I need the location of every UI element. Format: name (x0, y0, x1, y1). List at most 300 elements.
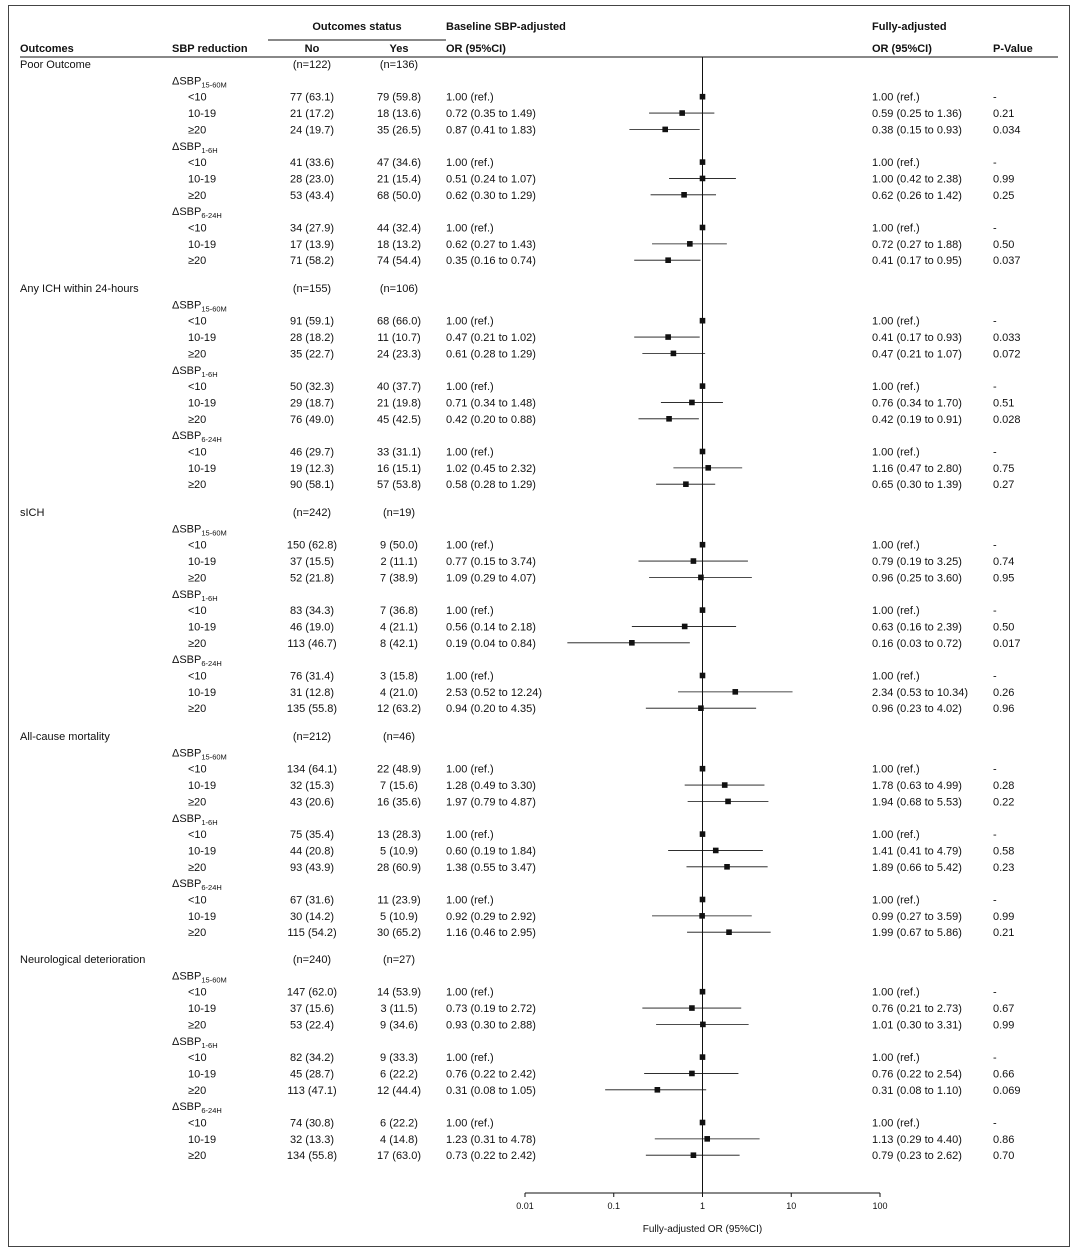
cell-no: 28 (18.2) (289, 332, 335, 345)
cell-baseline-or: 1.00 (ref.) (446, 763, 494, 776)
cell-yes: 8 (42.1) (380, 637, 418, 650)
cell-baseline-or: 0.71 (0.34 to 1.48) (446, 397, 536, 410)
cell-no: 90 (58.1) (289, 479, 335, 492)
row-category: ≥20 (188, 189, 207, 202)
cell-no: 32 (13.3) (289, 1133, 335, 1146)
header-fully-or: OR (95%CI) (872, 43, 932, 55)
cell-yes: 11 (10.7) (377, 332, 421, 345)
cell-yes: 47 (34.6) (376, 157, 422, 170)
cell-no: 52 (21.8) (289, 572, 335, 585)
subgroup-label: $\Delta SBP_{15-60M}$ (172, 523, 227, 538)
row-category: <10 (188, 315, 207, 328)
x-axis-label: Fully-adjusted OR (95%CI) (642, 1224, 763, 1235)
cell-yes: 9 (33.3) (380, 1052, 418, 1065)
cell-p-value: 0.034 (993, 124, 1021, 137)
cell-no: 37 (15.6) (289, 1003, 335, 1016)
cell-baseline-or: 1.00 (ref.) (446, 986, 494, 999)
cell-p-value: - (993, 605, 997, 618)
subgroup-label: $\Delta SBP_{6-24H}$ (172, 878, 222, 893)
cell-baseline-or: 0.58 (0.28 to 1.29) (446, 479, 536, 492)
cell-fully-or: 1.00 (ref.) (872, 986, 920, 999)
cell-no: 74 (30.8) (289, 1117, 335, 1130)
point-estimate (662, 127, 668, 133)
cell-p-value: - (993, 1052, 997, 1065)
cell-fully-or: 0.63 (0.16 to 2.39) (872, 621, 962, 634)
cell-fully-or: 1.41 (0.41 to 4.79) (872, 845, 962, 858)
point-estimate (689, 400, 695, 406)
row-category: ≥20 (188, 796, 207, 809)
cell-yes: 35 (26.5) (376, 124, 422, 137)
cell-yes: 14 (53.9) (376, 986, 422, 999)
cell-baseline-or: 1.97 (0.79 to 4.87) (446, 796, 536, 809)
cell-fully-or: 1.01 (0.30 to 3.31) (872, 1019, 962, 1032)
cell-yes: 9 (50.0) (380, 539, 418, 552)
row-category: <10 (188, 381, 207, 394)
group-n-no: (n=240) (292, 954, 332, 966)
cell-baseline-or: 0.31 (0.08 to 1.05) (446, 1084, 536, 1097)
row-category: ≥20 (188, 637, 207, 650)
cell-baseline-or: 1.00 (ref.) (446, 381, 494, 394)
header-sbp-reduction: SBP reduction (172, 43, 248, 55)
point-estimate (671, 351, 677, 357)
cell-yes: 11 (23.9) (377, 894, 421, 907)
subgroup-label: $\Delta SBP_{6-24H}$ (172, 206, 222, 221)
cell-baseline-or: 1.00 (ref.) (446, 222, 494, 235)
cell-baseline-or: 1.00 (ref.) (446, 446, 494, 459)
point-estimate (726, 929, 732, 935)
cell-fully-or: 1.00 (ref.) (872, 1052, 920, 1065)
row-category: 10-19 (188, 910, 217, 923)
cell-baseline-or: 0.51 (0.24 to 1.07) (446, 173, 536, 186)
cell-p-value: - (993, 1117, 997, 1130)
cell-p-value: 0.50 (993, 621, 1015, 634)
cell-yes: 3 (11.5) (380, 1003, 418, 1016)
cell-baseline-or: 1.00 (ref.) (446, 539, 494, 552)
cell-baseline-or: 0.35 (0.16 to 0.74) (446, 255, 536, 268)
cell-no: 28 (23.0) (289, 173, 335, 186)
cell-baseline-or: 0.60 (0.19 to 1.84) (446, 845, 536, 858)
cell-baseline-or: 1.00 (ref.) (446, 1052, 494, 1065)
point-estimate (683, 481, 689, 487)
point-estimate (687, 241, 693, 247)
cell-fully-or: 0.31 (0.08 to 1.10) (872, 1084, 962, 1097)
row-category: 10-19 (188, 621, 217, 634)
cell-p-value: - (993, 381, 997, 394)
cell-baseline-or: 1.38 (0.55 to 3.47) (446, 861, 536, 874)
cell-yes: 40 (37.7) (376, 381, 422, 394)
cell-p-value: 0.21 (993, 927, 1015, 940)
cell-no: 71 (58.2) (289, 255, 335, 268)
cell-no: 134 (64.1) (286, 763, 338, 776)
row-category: 10-19 (188, 1003, 217, 1016)
cell-no: 82 (34.2) (289, 1052, 335, 1065)
cell-no: 44 (20.8) (289, 845, 335, 858)
cell-no: 75 (35.4) (289, 829, 335, 842)
cell-p-value: 0.28 (993, 780, 1015, 793)
cell-baseline-or: 1.00 (ref.) (446, 157, 494, 170)
group-n-no: (n=242) (292, 507, 332, 519)
cell-no: 76 (31.4) (289, 670, 335, 683)
cell-yes: 79 (59.8) (376, 91, 422, 104)
cell-p-value: 0.99 (993, 910, 1015, 923)
subgroup-label: $\Delta SBP_{6-24H}$ (172, 1101, 222, 1116)
subgroup-label: $\Delta SBP_{15-60M}$ (172, 747, 227, 762)
cell-p-value: 0.99 (993, 173, 1015, 186)
cell-fully-or: 1.00 (ref.) (872, 446, 920, 459)
cell-yes: 12 (63.2) (376, 703, 422, 716)
cell-p-value: 0.033 (993, 332, 1021, 345)
outcome-label: sICH (20, 507, 45, 519)
cell-no: 43 (20.6) (289, 796, 335, 809)
cell-yes: 45 (42.5) (376, 413, 422, 426)
cell-yes: 24 (23.3) (376, 348, 422, 361)
cell-p-value: 0.96 (993, 703, 1015, 716)
row-category: 10-19 (188, 780, 217, 793)
cell-fully-or: 0.79 (0.23 to 2.62) (872, 1150, 962, 1163)
cell-p-value: 0.26 (993, 686, 1015, 699)
outcome-label: Poor Outcome (20, 59, 91, 71)
cell-fully-or: 1.00 (ref.) (872, 381, 920, 394)
subgroup-label: $\Delta SBP_{1-6H}$ (172, 588, 218, 603)
row-category: 10-19 (188, 1068, 217, 1081)
cell-yes: 13 (28.3) (376, 829, 422, 842)
cell-no: 135 (55.8) (286, 703, 338, 716)
row-category: 10-19 (188, 686, 217, 699)
cell-no: 76 (49.0) (289, 413, 335, 426)
outcome-label: Any ICH within 24-hours (20, 283, 139, 295)
cell-fully-or: 1.94 (0.68 to 5.53) (872, 796, 962, 809)
group-n-no: (n=122) (292, 59, 332, 71)
cell-yes: 5 (10.9) (380, 845, 418, 858)
cell-yes: 18 (13.2) (376, 238, 422, 251)
cell-baseline-or: 0.19 (0.04 to 0.84) (446, 637, 536, 650)
cell-fully-or: 0.42 (0.19 to 0.91) (872, 413, 962, 426)
cell-no: 45 (28.7) (289, 1068, 335, 1081)
cell-fully-or: 1.78 (0.63 to 4.99) (872, 780, 962, 793)
header-yes: Yes (389, 43, 409, 55)
row-category: <10 (188, 894, 207, 907)
cell-fully-or: 0.96 (0.25 to 3.60) (872, 572, 962, 585)
group-n-no: (n=155) (292, 283, 332, 295)
cell-fully-or: 0.62 (0.26 to 1.42) (872, 189, 962, 202)
cell-baseline-or: 1.00 (ref.) (446, 605, 494, 618)
cell-no: 77 (63.1) (289, 91, 335, 104)
group-n-yes: (n=27) (382, 954, 416, 966)
cell-no: 31 (12.8) (289, 686, 335, 699)
x-tick-label: 10 (786, 1201, 797, 1211)
row-category: <10 (188, 157, 207, 170)
cell-fully-or: 1.00 (ref.) (872, 222, 920, 235)
cell-fully-or: 0.41 (0.17 to 0.93) (872, 332, 962, 345)
cell-baseline-or: 0.42 (0.20 to 0.88) (446, 413, 536, 426)
cell-yes: 7 (38.9) (380, 572, 418, 585)
cell-p-value: 0.70 (993, 1150, 1015, 1163)
subgroup-label: $\Delta SBP_{1-6H}$ (172, 812, 218, 827)
cell-fully-or: 1.99 (0.67 to 5.86) (872, 927, 962, 940)
cell-no: 24 (19.7) (289, 124, 335, 137)
row-category: <10 (188, 670, 207, 683)
cell-fully-or: 0.16 (0.03 to 0.72) (872, 637, 962, 650)
point-estimate (691, 1152, 697, 1158)
row-category: ≥20 (188, 348, 207, 361)
cell-p-value: - (993, 986, 997, 999)
row-category: 10-19 (188, 238, 217, 251)
point-estimate (704, 1136, 710, 1142)
cell-yes: 2 (11.1) (380, 556, 418, 569)
cell-yes: 4 (21.1) (380, 621, 418, 634)
row-category: 10-19 (188, 462, 217, 475)
cell-baseline-or: 1.00 (ref.) (446, 315, 494, 328)
cell-yes: 22 (48.9) (376, 763, 422, 776)
cell-fully-or: 1.00 (ref.) (872, 829, 920, 842)
cell-fully-or: 0.76 (0.34 to 1.70) (872, 397, 962, 410)
point-estimate (629, 640, 635, 646)
cell-no: 17 (13.9) (289, 238, 335, 251)
header-p-value: P-Value (993, 43, 1033, 55)
cell-no: 53 (22.4) (289, 1019, 335, 1032)
cell-p-value: 0.51 (993, 397, 1015, 410)
cell-p-value: 0.23 (993, 861, 1015, 874)
header-outcomes-status: Outcomes status (312, 21, 402, 33)
row-category: ≥20 (188, 927, 207, 940)
cell-p-value: 0.58 (993, 845, 1015, 858)
cell-p-value: - (993, 222, 997, 235)
cell-p-value: 0.66 (993, 1068, 1015, 1081)
cell-no: 115 (54.2) (287, 927, 337, 940)
cell-p-value: 0.25 (993, 189, 1015, 202)
cell-fully-or: 1.00 (ref.) (872, 1117, 920, 1130)
cell-fully-or: 0.76 (0.22 to 2.54) (872, 1068, 962, 1081)
cell-baseline-or: 1.00 (ref.) (446, 829, 494, 842)
cell-no: 46 (19.0) (289, 621, 335, 634)
cell-baseline-or: 0.73 (0.19 to 2.72) (446, 1003, 536, 1016)
row-category: ≥20 (188, 255, 207, 268)
row-category: ≥20 (188, 124, 207, 137)
row-category: <10 (188, 222, 207, 235)
cell-p-value: 0.74 (993, 556, 1015, 569)
cell-yes: 57 (53.8) (376, 479, 422, 492)
cell-baseline-or: 1.02 (0.45 to 2.32) (446, 462, 536, 475)
outcome-label: Neurological deterioration (20, 954, 146, 966)
row-category: ≥20 (188, 861, 207, 874)
cell-no: 32 (15.3) (289, 780, 335, 793)
cell-baseline-or: 0.47 (0.21 to 1.02) (446, 332, 536, 345)
header-outcomes: Outcomes (20, 43, 74, 55)
row-category: ≥20 (188, 479, 207, 492)
cell-yes: 6 (22.2) (380, 1117, 418, 1130)
cell-no: 21 (17.2) (289, 108, 335, 121)
row-category: ≥20 (188, 413, 207, 426)
cell-baseline-or: 0.76 (0.22 to 2.42) (446, 1068, 536, 1081)
subgroup-label: $\Delta SBP_{15-60M}$ (172, 75, 227, 90)
cell-fully-or: 1.00 (ref.) (872, 539, 920, 552)
cell-fully-or: 0.59 (0.25 to 1.36) (872, 108, 962, 121)
cell-fully-or: 0.38 (0.15 to 0.93) (872, 124, 962, 137)
cell-yes: 9 (34.6) (380, 1019, 418, 1032)
row-category: ≥20 (188, 703, 207, 716)
row-category: <10 (188, 829, 207, 842)
cell-fully-or: 1.00 (ref.) (872, 670, 920, 683)
row-category: 10-19 (188, 332, 217, 345)
cell-fully-or: 1.00 (ref.) (872, 157, 920, 170)
row-category: <10 (188, 986, 207, 999)
cell-p-value: 0.017 (993, 637, 1021, 650)
row-category: <10 (188, 1052, 207, 1065)
row-category: 10-19 (188, 1133, 217, 1146)
cell-baseline-or: 1.23 (0.31 to 4.78) (446, 1133, 536, 1146)
point-estimate (666, 416, 672, 422)
cell-no: 19 (12.3) (289, 462, 335, 475)
cell-p-value: 0.072 (993, 348, 1021, 361)
row-category: 10-19 (188, 108, 217, 121)
cell-no: 134 (55.8) (286, 1150, 338, 1163)
cell-yes: 3 (15.8) (380, 670, 418, 683)
cell-p-value: - (993, 894, 997, 907)
cell-baseline-or: 0.62 (0.27 to 1.43) (446, 238, 536, 251)
cell-yes: 4 (14.8) (380, 1133, 418, 1146)
cell-fully-or: 0.72 (0.27 to 1.88) (872, 238, 962, 251)
cell-p-value: 0.95 (993, 572, 1015, 585)
point-estimate (689, 1071, 695, 1077)
cell-fully-or: 1.00 (0.42 to 2.38) (872, 173, 962, 186)
group-n-yes: (n=19) (382, 507, 416, 519)
point-estimate (722, 782, 728, 788)
cell-p-value: - (993, 829, 997, 842)
cell-fully-or: 1.13 (0.29 to 4.40) (872, 1133, 962, 1146)
cell-no: 35 (22.7) (289, 348, 335, 361)
cell-no: 29 (18.7) (289, 397, 335, 410)
group-n-yes: (n=136) (379, 59, 419, 71)
cell-no: 50 (32.3) (289, 381, 335, 394)
cell-baseline-or: 1.00 (ref.) (446, 1117, 494, 1130)
cell-fully-or: 0.41 (0.17 to 0.95) (872, 255, 962, 268)
cell-yes: 7 (15.6) (380, 780, 418, 793)
cell-fully-or: 1.00 (ref.) (872, 894, 920, 907)
subgroup-label: $\Delta SBP_{15-60M}$ (172, 970, 227, 985)
cell-yes: 68 (66.0) (376, 315, 422, 328)
cell-fully-or: 1.00 (ref.) (872, 763, 920, 776)
cell-baseline-or: 0.73 (0.22 to 2.42) (446, 1150, 536, 1163)
cell-fully-or: 1.00 (ref.) (872, 605, 920, 618)
cell-no: 46 (29.7) (289, 446, 335, 459)
cell-yes: 4 (21.0) (380, 686, 418, 699)
x-tick-label: 100 (872, 1201, 888, 1211)
row-category: 10-19 (188, 845, 217, 858)
cell-p-value: - (993, 91, 997, 104)
cell-yes: 18 (13.6) (376, 108, 422, 121)
row-category: <10 (188, 91, 207, 104)
cell-p-value: - (993, 670, 997, 683)
cell-fully-or: 2.34 (0.53 to 10.34) (872, 686, 969, 699)
cell-no: 34 (27.9) (289, 222, 335, 235)
row-category: ≥20 (188, 572, 207, 585)
cell-p-value: 0.22 (993, 796, 1015, 809)
point-estimate (681, 192, 687, 198)
cell-p-value: - (993, 315, 997, 328)
cell-p-value: 0.86 (993, 1133, 1015, 1146)
point-estimate (689, 1005, 695, 1011)
row-category: ≥20 (188, 1150, 207, 1163)
x-tick-label: 0.01 (516, 1201, 534, 1211)
header-no: No (304, 43, 320, 55)
cell-fully-or: 0.47 (0.21 to 1.07) (872, 348, 962, 361)
cell-baseline-or: 2.53 (0.52 to 12.24) (446, 686, 543, 699)
cell-no: 113 (47.1) (287, 1084, 337, 1097)
row-category: <10 (188, 446, 207, 459)
cell-p-value: 0.50 (993, 238, 1015, 251)
cell-yes: 12 (44.4) (376, 1084, 422, 1097)
cell-yes: 44 (32.4) (376, 222, 422, 235)
cell-baseline-or: 1.00 (ref.) (446, 670, 494, 683)
cell-baseline-or: 1.09 (0.29 to 4.07) (446, 572, 536, 585)
cell-p-value: 0.069 (993, 1084, 1021, 1097)
cell-yes: 5 (10.9) (380, 910, 418, 923)
group-n-no: (n=212) (292, 731, 332, 743)
cell-yes: 30 (65.2) (376, 927, 422, 940)
group-n-yes: (n=46) (382, 731, 416, 743)
cell-no: 83 (34.3) (289, 605, 335, 618)
cell-fully-or: 0.79 (0.19 to 3.25) (872, 556, 962, 569)
point-estimate (655, 1087, 661, 1093)
subgroup-label: $\Delta SBP_{6-24H}$ (172, 430, 222, 445)
row-category: <10 (188, 539, 207, 552)
cell-p-value: 0.21 (993, 108, 1015, 121)
cell-p-value: - (993, 157, 997, 170)
x-tick-label: 1 (699, 1201, 706, 1211)
row-category: ≥20 (188, 1084, 207, 1097)
cell-yes: 68 (50.0) (376, 189, 422, 202)
point-estimate (713, 848, 719, 854)
cell-yes: 21 (15.4) (376, 173, 422, 186)
header-baseline-or: OR (95%CI) (446, 43, 506, 55)
cell-p-value: 0.99 (993, 1019, 1015, 1032)
cell-no: 53 (43.4) (289, 189, 335, 202)
cell-no: 91 (59.1) (289, 315, 335, 328)
cell-no: 37 (15.5) (289, 556, 335, 569)
subgroup-label: $\Delta SBP_{6-24H}$ (172, 654, 222, 669)
cell-yes: 17 (63.0) (376, 1150, 422, 1163)
cell-fully-or: 0.99 (0.27 to 3.59) (872, 910, 962, 923)
cell-no: 67 (31.6) (289, 894, 335, 907)
cell-fully-or: 0.96 (0.23 to 4.02) (872, 703, 962, 716)
row-category: <10 (188, 605, 207, 618)
cell-fully-or: 1.89 (0.66 to 5.42) (872, 861, 962, 874)
cell-baseline-or: 0.56 (0.14 to 2.18) (446, 621, 536, 634)
cell-fully-or: 0.65 (0.30 to 1.39) (872, 479, 962, 492)
row-category: <10 (188, 763, 207, 776)
cell-p-value: - (993, 446, 997, 459)
cell-yes: 74 (54.4) (376, 255, 422, 268)
cell-baseline-or: 0.87 (0.41 to 1.83) (446, 124, 536, 137)
cell-baseline-or: 0.61 (0.28 to 1.29) (446, 348, 536, 361)
row-category: ≥20 (188, 1019, 207, 1032)
point-estimate (725, 799, 731, 805)
row-category: 10-19 (188, 173, 217, 186)
header-baseline-adjusted: Baseline SBP-adjusted (446, 21, 566, 33)
point-estimate (679, 110, 685, 116)
cell-baseline-or: 0.94 (0.20 to 4.35) (446, 703, 536, 716)
x-tick-label: 0.1 (607, 1201, 621, 1211)
row-category: <10 (188, 1117, 207, 1130)
cell-yes: 33 (31.1) (376, 446, 422, 459)
cell-yes: 16 (15.1) (376, 462, 422, 475)
point-estimate (665, 334, 671, 340)
cell-baseline-or: 1.28 (0.49 to 3.30) (446, 780, 536, 793)
subgroup-label: $\Delta SBP_{1-6H}$ (172, 140, 218, 155)
cell-yes: 16 (35.6) (376, 796, 422, 809)
header-fully-adjusted: Fully-adjusted (872, 21, 947, 33)
cell-p-value: 0.028 (993, 413, 1021, 426)
